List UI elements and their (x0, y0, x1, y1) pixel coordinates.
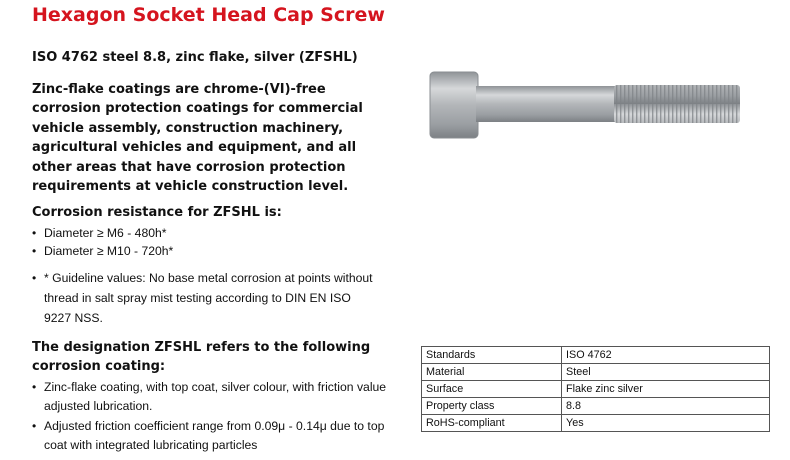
page-title: Hexagon Socket Head Cap Screw (32, 4, 385, 26)
designation-heading: The designation ZFSHL refers to the following corrosion coating: (32, 340, 371, 374)
table-row (422, 415, 770, 432)
spec-key: Property class (422, 398, 562, 415)
list-item: • Diameter ≥ M6 - 480h* (32, 224, 362, 242)
spec-key: RoHS-compliant (422, 415, 562, 432)
table-row (422, 364, 770, 381)
designation-list (32, 378, 392, 456)
spec-key: Surface (422, 381, 562, 398)
list-item: • Adjusted friction coefficient range from 0.09μ - 0.14μ due to top coat with integrated lubricating particles (32, 417, 392, 454)
list-item: • Diameter ≥ M10 - 720h* (32, 242, 362, 260)
corrosion-list (32, 224, 362, 260)
spec-value: Flake zinc silver (562, 381, 770, 398)
spec-value: Steel (562, 364, 770, 381)
list-item: • * Guideline values: No base metal corrosion at points without thread in salt spray mist testing according to DIN EN ISO 9227 NSS. (32, 268, 377, 328)
spec-value: Yes (562, 415, 770, 432)
table-row (422, 347, 770, 364)
socket-head-cap-screw-photo (428, 64, 744, 144)
spec-value: ISO 4762 (562, 347, 770, 364)
spec-value: 8.8 (562, 398, 770, 415)
spec-table (421, 346, 770, 432)
list-item: • Zinc-flake coating, with top coat, silver colour, with friction value adjusted lubrication. (32, 378, 392, 415)
intro-paragraph: Zinc-flake coatings are chrome-(VI)-free corrosion protection coatings for commercial vehicle assembly, construction machinery, agricultural vehicles and equipment, and all other areas that have corrosion protection requirements at vehicle construction level. (32, 82, 363, 195)
table-row (422, 398, 770, 415)
product-subtitle: ISO 4762 steel 8.8, zinc flake, silver (ZFSHL) (32, 50, 358, 65)
guideline-note (32, 268, 377, 328)
spec-key: Standards (422, 347, 562, 364)
table-row (422, 381, 770, 398)
spec-key: Material (422, 364, 562, 381)
corrosion-heading: Corrosion resistance for ZFSHL is: (32, 205, 282, 220)
